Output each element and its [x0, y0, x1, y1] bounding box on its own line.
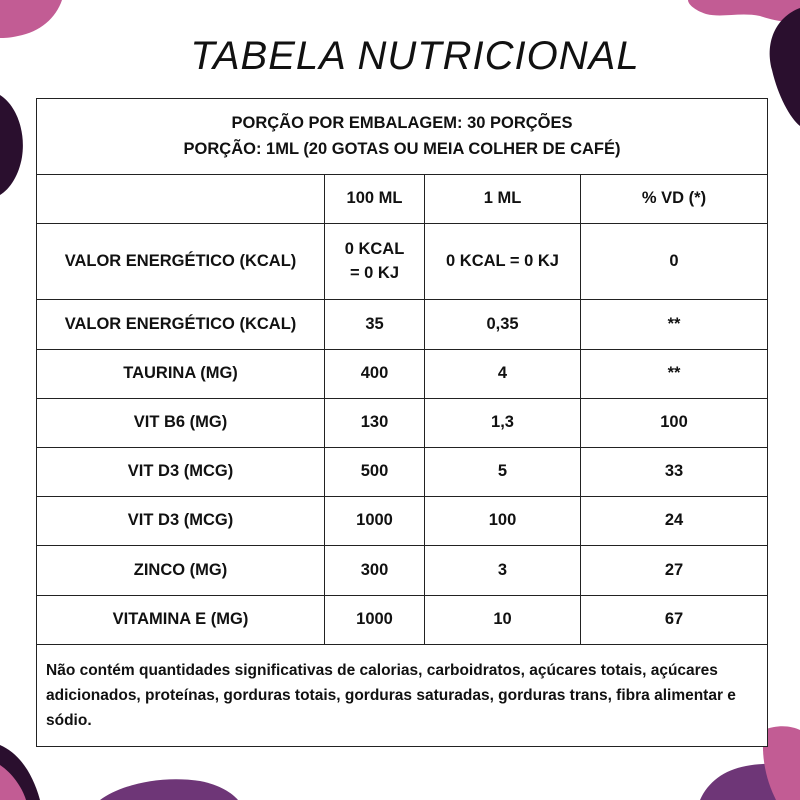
nutrient-name: VIT D3 (MCG) — [37, 448, 325, 497]
value-100ml — [325, 224, 425, 300]
portion-per-package-text: PORÇÃO POR EMBALAGEM: 30 PORÇÕES — [231, 113, 573, 132]
value-vd: 0 — [581, 224, 768, 300]
portion-header-cell — [37, 99, 768, 175]
column-header-vd: % VD (*) — [581, 175, 768, 224]
value-1ml: 1,3 — [425, 399, 581, 448]
value-100ml: 300 — [325, 546, 425, 596]
nutrient-name: ZINCO (MG) — [37, 546, 325, 596]
table-row — [37, 596, 768, 645]
table-row — [37, 350, 768, 399]
column-header-empty — [37, 175, 325, 224]
value-1ml: 3 — [425, 546, 581, 596]
column-header-100ml: 100 ML — [325, 175, 425, 224]
value-1ml: 0,35 — [425, 300, 581, 350]
nutrient-name: VALOR ENERGÉTICO (KCAL) — [37, 300, 325, 350]
value-100ml: 500 — [325, 448, 425, 497]
nutrition-table — [36, 98, 768, 747]
table-row — [37, 399, 768, 448]
left-blob — [0, 95, 30, 195]
value-100ml: 35 — [325, 300, 425, 350]
value-100ml: 400 — [325, 350, 425, 399]
value-100ml: 1000 — [325, 497, 425, 546]
table-row — [37, 224, 768, 300]
table-row — [37, 448, 768, 497]
footnote-row — [37, 645, 768, 747]
value-100ml: 1000 — [325, 596, 425, 645]
value-vd: 100 — [581, 399, 768, 448]
value-1ml: 5 — [425, 448, 581, 497]
column-header-row — [37, 175, 768, 224]
value-1ml: 10 — [425, 596, 581, 645]
column-header-1ml: 1 ML — [425, 175, 581, 224]
value-vd: 24 — [581, 497, 768, 546]
nutrient-name: VALOR ENERGÉTICO (KCAL) — [37, 224, 325, 300]
value-vd: ** — [581, 300, 768, 350]
table-row — [37, 546, 768, 596]
value-vd: 33 — [581, 448, 768, 497]
table-header-portion-row — [37, 99, 768, 175]
value-vd: ** — [581, 350, 768, 399]
portion-size-text: PORÇÃO: 1ML (20 GOTAS OU MEIA COLHER DE CAFÉ) — [183, 139, 621, 158]
nutrient-name: VIT D3 (MCG) — [37, 497, 325, 546]
value-100ml-line1: 0 KCAL — [344, 240, 405, 259]
table-row — [37, 497, 768, 546]
value-100ml: 130 — [325, 399, 425, 448]
page-title: TABELA NUTRICIONAL — [190, 34, 640, 78]
value-1ml: 0 KCAL = 0 KJ — [425, 224, 581, 300]
nutrient-name: VITAMINA E (MG) — [37, 596, 325, 645]
value-100ml-line2: = 0 KJ — [349, 263, 400, 282]
nutrient-name: VIT B6 (MG) — [37, 399, 325, 448]
value-vd: 67 — [581, 596, 768, 645]
nutrient-name: TAURINA (MG) — [37, 350, 325, 399]
table-row — [37, 300, 768, 350]
footnote-text: Não contém quantidades significativas de calorias, carboidratos, açúcares totais, açúcares adicionados, proteínas, gorduras totais, gorduras saturadas, gorduras trans, fibra alimentar e sódio. — [37, 645, 768, 747]
value-1ml: 4 — [425, 350, 581, 399]
value-1ml: 100 — [425, 497, 581, 546]
bottom-left-blob — [0, 745, 240, 800]
value-vd: 27 — [581, 546, 768, 596]
